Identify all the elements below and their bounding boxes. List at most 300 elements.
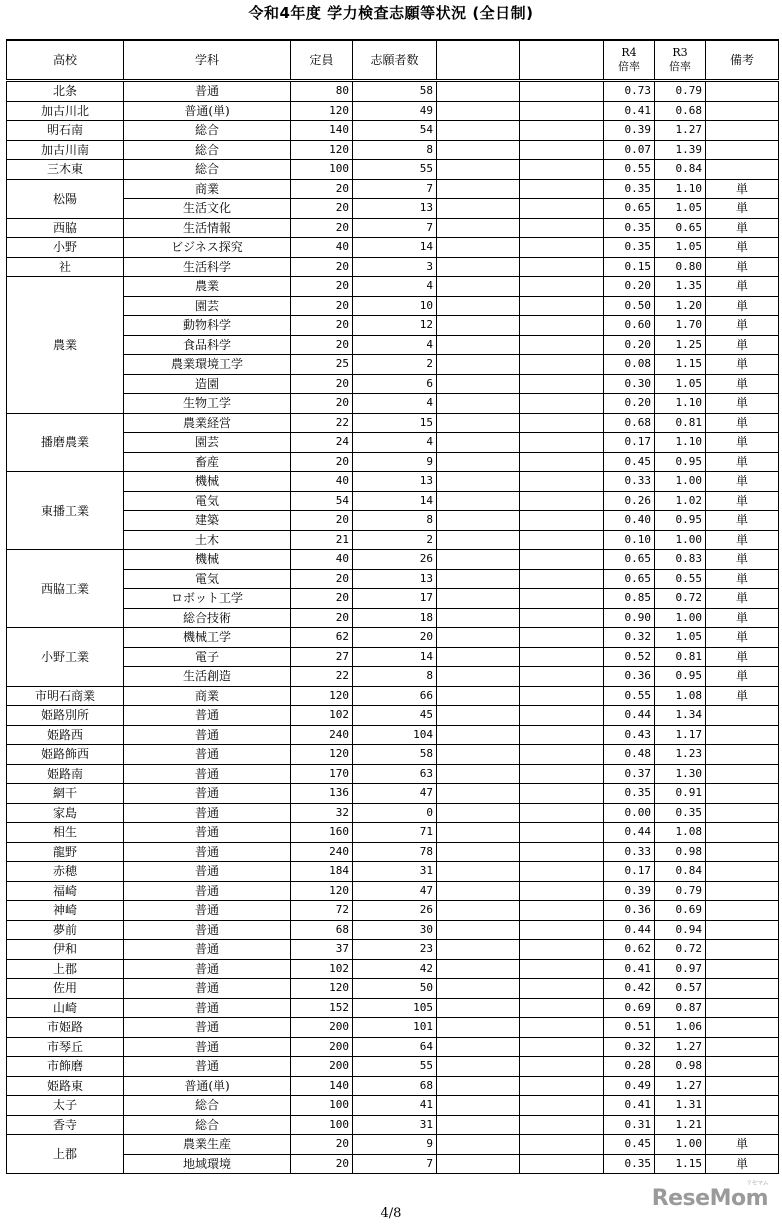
cell-blank-2 (520, 530, 604, 550)
cell-blank-2 (520, 81, 604, 102)
cell-blank-1 (437, 296, 520, 316)
cell-blank-2 (520, 998, 604, 1018)
cell-r4-ratio: 0.40 (604, 511, 655, 531)
cell-applicants: 15 (353, 413, 437, 433)
cell-blank-1 (437, 959, 520, 979)
cell-note: 単 (706, 316, 779, 336)
cell-blank-2 (520, 296, 604, 316)
cell-dept: 商業 (124, 179, 291, 199)
cell-capacity: 240 (291, 725, 353, 745)
table-row (7, 1018, 779, 1038)
cell-r3-ratio: 1.00 (655, 1135, 706, 1155)
cell-capacity: 20 (291, 1135, 353, 1155)
cell-applicants: 104 (353, 725, 437, 745)
cell-applicants: 8 (353, 511, 437, 531)
cell-school: 市姫路 (7, 1018, 124, 1038)
cell-note (706, 1096, 779, 1116)
cell-note: 単 (706, 277, 779, 297)
cell-school: 姫路南 (7, 764, 124, 784)
cell-r3-ratio: 1.10 (655, 433, 706, 453)
cell-blank-1 (437, 608, 520, 628)
cell-r4-ratio: 0.65 (604, 569, 655, 589)
cell-r3-ratio: 0.55 (655, 569, 706, 589)
cell-note (706, 881, 779, 901)
table-row (7, 257, 779, 277)
cell-dept: 土木 (124, 530, 291, 550)
table-row (7, 686, 779, 706)
cell-blank-1 (437, 179, 520, 199)
cell-note (706, 998, 779, 1018)
table-row (7, 881, 779, 901)
header-school: 高校 (7, 40, 124, 81)
cell-note: 単 (706, 1154, 779, 1174)
cell-applicants: 13 (353, 472, 437, 492)
cell-r4-ratio: 0.69 (604, 998, 655, 1018)
cell-blank-2 (520, 764, 604, 784)
cell-capacity: 102 (291, 706, 353, 726)
cell-dept: 畜産 (124, 452, 291, 472)
cell-r3-ratio: 1.17 (655, 725, 706, 745)
cell-r3-ratio: 1.27 (655, 1037, 706, 1057)
cell-note (706, 784, 779, 804)
cell-blank-2 (520, 803, 604, 823)
cell-applicants: 9 (353, 452, 437, 472)
table-row (7, 1115, 779, 1135)
cell-applicants: 50 (353, 979, 437, 999)
cell-r4-ratio: 0.17 (604, 862, 655, 882)
cell-applicants: 8 (353, 667, 437, 687)
cell-blank-2 (520, 199, 604, 219)
cell-dept: 普通 (124, 842, 291, 862)
cell-school: 福崎 (7, 881, 124, 901)
cell-blank-2 (520, 179, 604, 199)
table-row (7, 218, 779, 238)
cell-blank-2 (520, 316, 604, 336)
cell-blank-1 (437, 316, 520, 336)
cell-capacity: 20 (291, 277, 353, 297)
cell-capacity: 62 (291, 628, 353, 648)
cell-capacity: 20 (291, 569, 353, 589)
cell-applicants: 105 (353, 998, 437, 1018)
cell-blank-1 (437, 101, 520, 121)
cell-note: 単 (706, 1135, 779, 1155)
cell-capacity: 80 (291, 81, 353, 102)
cell-r4-ratio: 0.55 (604, 686, 655, 706)
cell-capacity: 24 (291, 433, 353, 453)
cell-r3-ratio: 1.10 (655, 179, 706, 199)
cell-note: 単 (706, 179, 779, 199)
cell-blank-2 (520, 686, 604, 706)
cell-note: 単 (706, 218, 779, 238)
cell-blank-2 (520, 959, 604, 979)
cell-blank-2 (520, 881, 604, 901)
cell-r4-ratio: 0.52 (604, 647, 655, 667)
cell-r4-ratio: 0.65 (604, 199, 655, 219)
cell-note: 単 (706, 667, 779, 687)
cell-note: 単 (706, 686, 779, 706)
cell-blank-1 (437, 725, 520, 745)
cell-dept: 普通 (124, 81, 291, 102)
table-row (7, 745, 779, 765)
cell-r4-ratio: 0.35 (604, 784, 655, 804)
cell-school: 香寺 (7, 1115, 124, 1135)
cell-applicants: 4 (353, 394, 437, 414)
cell-dept: 生活文化 (124, 199, 291, 219)
cell-r3-ratio: 1.70 (655, 316, 706, 336)
cell-capacity: 184 (291, 862, 353, 882)
cell-r4-ratio: 0.41 (604, 101, 655, 121)
cell-capacity: 200 (291, 1018, 353, 1038)
cell-r3-ratio: 1.05 (655, 374, 706, 394)
cell-school: 龍野 (7, 842, 124, 862)
cell-dept: 普通 (124, 725, 291, 745)
cell-capacity: 152 (291, 998, 353, 1018)
cell-dept: 電気 (124, 569, 291, 589)
cell-blank-2 (520, 920, 604, 940)
cell-blank-1 (437, 803, 520, 823)
cell-blank-2 (520, 1018, 604, 1038)
cell-applicants: 49 (353, 101, 437, 121)
cell-blank-1 (437, 550, 520, 570)
cell-capacity: 20 (291, 257, 353, 277)
cell-r3-ratio: 1.25 (655, 335, 706, 355)
cell-note: 単 (706, 530, 779, 550)
cell-blank-1 (437, 998, 520, 1018)
cell-blank-2 (520, 472, 604, 492)
table-row (7, 862, 779, 882)
cell-applicants: 31 (353, 862, 437, 882)
cell-dept: 生活科学 (124, 257, 291, 277)
cell-note: 単 (706, 394, 779, 414)
cell-note: 単 (706, 238, 779, 258)
cell-r4-ratio: 0.39 (604, 121, 655, 141)
cell-applicants: 4 (353, 277, 437, 297)
table-row (7, 823, 779, 843)
cell-capacity: 72 (291, 901, 353, 921)
cell-dept: 普通 (124, 959, 291, 979)
header-r4-ratio: R4 倍率 (604, 40, 655, 81)
table-row (7, 121, 779, 141)
cell-applicants: 12 (353, 316, 437, 336)
cell-dept: 電気 (124, 491, 291, 511)
cell-r4-ratio: 0.30 (604, 374, 655, 394)
cell-dept: 総合 (124, 1115, 291, 1135)
cell-r4-ratio: 0.17 (604, 433, 655, 453)
cell-r4-ratio: 0.68 (604, 413, 655, 433)
cell-blank-1 (437, 81, 520, 102)
cell-dept: 普通(単) (124, 1076, 291, 1096)
cell-capacity: 20 (291, 511, 353, 531)
cell-dept: 普通 (124, 940, 291, 960)
cell-dept: 総合 (124, 140, 291, 160)
cell-blank-2 (520, 842, 604, 862)
header-capacity: 定員 (291, 40, 353, 81)
header-r3-ratio: R3 倍率 (655, 40, 706, 81)
cell-applicants: 23 (353, 940, 437, 960)
cell-r4-ratio: 0.60 (604, 316, 655, 336)
cell-r4-ratio: 0.20 (604, 335, 655, 355)
cell-school: 西脇 (7, 218, 124, 238)
cell-r4-ratio: 0.15 (604, 257, 655, 277)
cell-r3-ratio: 1.15 (655, 355, 706, 375)
cell-blank-1 (437, 1096, 520, 1116)
cell-school: 社 (7, 257, 124, 277)
cell-r3-ratio: 0.69 (655, 901, 706, 921)
cell-applicants: 66 (353, 686, 437, 706)
cell-dept: 普通 (124, 823, 291, 843)
cell-r4-ratio: 0.44 (604, 920, 655, 940)
cell-r3-ratio: 1.21 (655, 1115, 706, 1135)
cell-blank-2 (520, 1096, 604, 1116)
cell-blank-2 (520, 355, 604, 375)
cell-blank-1 (437, 920, 520, 940)
cell-note (706, 160, 779, 180)
cell-dept: 生物工学 (124, 394, 291, 414)
applicant-table (6, 39, 779, 1174)
cell-blank-2 (520, 667, 604, 687)
cell-applicants: 58 (353, 745, 437, 765)
cell-note: 単 (706, 257, 779, 277)
cell-dept: 農業生産 (124, 1135, 291, 1155)
cell-note (706, 979, 779, 999)
cell-note: 単 (706, 589, 779, 609)
cell-note: 単 (706, 355, 779, 375)
cell-blank-1 (437, 1135, 520, 1155)
cell-note (706, 725, 779, 745)
cell-r3-ratio: 1.00 (655, 530, 706, 550)
resemom-logo (651, 1180, 768, 1211)
table-row (7, 413, 779, 433)
cell-note: 単 (706, 199, 779, 219)
table-row (7, 725, 779, 745)
cell-r3-ratio: 1.27 (655, 121, 706, 141)
cell-r3-ratio: 1.00 (655, 608, 706, 628)
cell-capacity: 25 (291, 355, 353, 375)
table-row (7, 179, 779, 199)
cell-blank-1 (437, 667, 520, 687)
cell-dept: 園芸 (124, 296, 291, 316)
cell-applicants: 8 (353, 140, 437, 160)
cell-dept: 普通 (124, 901, 291, 921)
cell-r4-ratio: 0.36 (604, 901, 655, 921)
cell-school: 姫路東 (7, 1076, 124, 1096)
cell-blank-1 (437, 881, 520, 901)
table-row (7, 277, 779, 297)
cell-r4-ratio: 0.10 (604, 530, 655, 550)
cell-blank-2 (520, 1057, 604, 1077)
cell-dept: 普通(単) (124, 101, 291, 121)
cell-capacity: 40 (291, 550, 353, 570)
cell-blank-2 (520, 277, 604, 297)
table-body (7, 81, 779, 1174)
cell-blank-2 (520, 725, 604, 745)
cell-r4-ratio: 0.32 (604, 1037, 655, 1057)
cell-r3-ratio: 0.79 (655, 881, 706, 901)
cell-school: 佐用 (7, 979, 124, 999)
cell-capacity: 100 (291, 1096, 353, 1116)
cell-applicants: 71 (353, 823, 437, 843)
cell-blank-2 (520, 784, 604, 804)
cell-note: 単 (706, 608, 779, 628)
cell-r3-ratio: 0.84 (655, 862, 706, 882)
table-row (7, 628, 779, 648)
cell-applicants: 7 (353, 1154, 437, 1174)
cell-school: 西脇工業 (7, 550, 124, 628)
table-row (7, 959, 779, 979)
cell-dept: 普通 (124, 979, 291, 999)
cell-dept: 普通 (124, 745, 291, 765)
cell-school: 山崎 (7, 998, 124, 1018)
cell-dept: 機械工学 (124, 628, 291, 648)
cell-dept: 商業 (124, 686, 291, 706)
cell-blank-1 (437, 511, 520, 531)
cell-capacity: 27 (291, 647, 353, 667)
cell-applicants: 26 (353, 550, 437, 570)
cell-blank-2 (520, 1076, 604, 1096)
cell-r3-ratio: 1.02 (655, 491, 706, 511)
cell-capacity: 100 (291, 1115, 353, 1135)
cell-applicants: 26 (353, 901, 437, 921)
cell-dept: 普通 (124, 1018, 291, 1038)
cell-blank-2 (520, 335, 604, 355)
cell-school: 伊和 (7, 940, 124, 960)
cell-r4-ratio: 0.90 (604, 608, 655, 628)
cell-r3-ratio: 0.91 (655, 784, 706, 804)
cell-school: 小野 (7, 238, 124, 258)
cell-applicants: 7 (353, 179, 437, 199)
cell-applicants: 13 (353, 569, 437, 589)
cell-dept: 建築 (124, 511, 291, 531)
cell-blank-1 (437, 940, 520, 960)
cell-capacity: 100 (291, 160, 353, 180)
cell-dept: 生活情報 (124, 218, 291, 238)
page-number: 4/8 (380, 1206, 402, 1221)
cell-school: 相生 (7, 823, 124, 843)
cell-dept: 農業環境工学 (124, 355, 291, 375)
cell-capacity: 68 (291, 920, 353, 940)
cell-blank-1 (437, 160, 520, 180)
cell-dept: 農業経営 (124, 413, 291, 433)
cell-blank-2 (520, 1135, 604, 1155)
cell-school: 播磨農業 (7, 413, 124, 472)
cell-applicants: 13 (353, 199, 437, 219)
cell-capacity: 120 (291, 745, 353, 765)
cell-note: 単 (706, 628, 779, 648)
cell-capacity: 200 (291, 1057, 353, 1077)
cell-blank-2 (520, 745, 604, 765)
cell-dept: 機械 (124, 550, 291, 570)
cell-r3-ratio: 1.08 (655, 686, 706, 706)
cell-note (706, 1018, 779, 1038)
cell-r3-ratio: 0.79 (655, 81, 706, 102)
cell-applicants: 101 (353, 1018, 437, 1038)
cell-r4-ratio: 0.26 (604, 491, 655, 511)
cell-r3-ratio: 1.05 (655, 238, 706, 258)
cell-blank-1 (437, 218, 520, 238)
cell-school: 市飾磨 (7, 1057, 124, 1077)
cell-blank-2 (520, 433, 604, 453)
table-row (7, 238, 779, 258)
cell-dept: 普通 (124, 862, 291, 882)
cell-applicants: 9 (353, 1135, 437, 1155)
cell-dept: 普通 (124, 1057, 291, 1077)
cell-dept: 普通 (124, 764, 291, 784)
cell-school: 姫路別所 (7, 706, 124, 726)
cell-capacity: 22 (291, 413, 353, 433)
cell-school: 上郡 (7, 1135, 124, 1174)
cell-applicants: 14 (353, 647, 437, 667)
cell-r4-ratio: 0.73 (604, 81, 655, 102)
cell-blank-1 (437, 257, 520, 277)
cell-r3-ratio: 0.65 (655, 218, 706, 238)
cell-blank-1 (437, 647, 520, 667)
cell-blank-1 (437, 1154, 520, 1174)
cell-r3-ratio: 1.31 (655, 1096, 706, 1116)
cell-note: 単 (706, 452, 779, 472)
cell-note: 単 (706, 569, 779, 589)
cell-blank-2 (520, 1154, 604, 1174)
cell-applicants: 2 (353, 530, 437, 550)
cell-blank-1 (437, 823, 520, 843)
cell-applicants: 63 (353, 764, 437, 784)
cell-note (706, 1057, 779, 1077)
cell-applicants: 54 (353, 121, 437, 141)
cell-applicants: 78 (353, 842, 437, 862)
cell-r4-ratio: 0.43 (604, 725, 655, 745)
cell-note (706, 920, 779, 940)
cell-note: 単 (706, 491, 779, 511)
cell-capacity: 20 (291, 1154, 353, 1174)
cell-note (706, 1076, 779, 1096)
cell-capacity: 32 (291, 803, 353, 823)
cell-note: 単 (706, 335, 779, 355)
cell-r4-ratio: 0.33 (604, 842, 655, 862)
cell-capacity: 40 (291, 472, 353, 492)
cell-dept: 普通 (124, 784, 291, 804)
cell-r3-ratio: 1.00 (655, 472, 706, 492)
cell-applicants: 58 (353, 81, 437, 102)
table-row (7, 998, 779, 1018)
cell-r4-ratio: 0.49 (604, 1076, 655, 1096)
cell-blank-2 (520, 491, 604, 511)
cell-note (706, 764, 779, 784)
cell-r3-ratio: 1.34 (655, 706, 706, 726)
cell-note: 単 (706, 472, 779, 492)
cell-blank-1 (437, 1115, 520, 1135)
cell-applicants: 31 (353, 1115, 437, 1135)
cell-note (706, 823, 779, 843)
cell-blank-1 (437, 238, 520, 258)
table-row (7, 764, 779, 784)
cell-blank-1 (437, 355, 520, 375)
table-row (7, 1037, 779, 1057)
cell-r3-ratio: 0.80 (655, 257, 706, 277)
cell-r4-ratio: 0.08 (604, 355, 655, 375)
cell-applicants: 64 (353, 1037, 437, 1057)
cell-r3-ratio: 0.87 (655, 998, 706, 1018)
cell-note: 単 (706, 511, 779, 531)
cell-blank-2 (520, 140, 604, 160)
cell-r3-ratio: 0.98 (655, 842, 706, 862)
table-row (7, 1076, 779, 1096)
cell-r3-ratio: 1.05 (655, 199, 706, 219)
cell-capacity: 20 (291, 589, 353, 609)
cell-blank-1 (437, 764, 520, 784)
cell-note (706, 706, 779, 726)
cell-note: 単 (706, 647, 779, 667)
cell-capacity: 160 (291, 823, 353, 843)
cell-note: 単 (706, 433, 779, 453)
